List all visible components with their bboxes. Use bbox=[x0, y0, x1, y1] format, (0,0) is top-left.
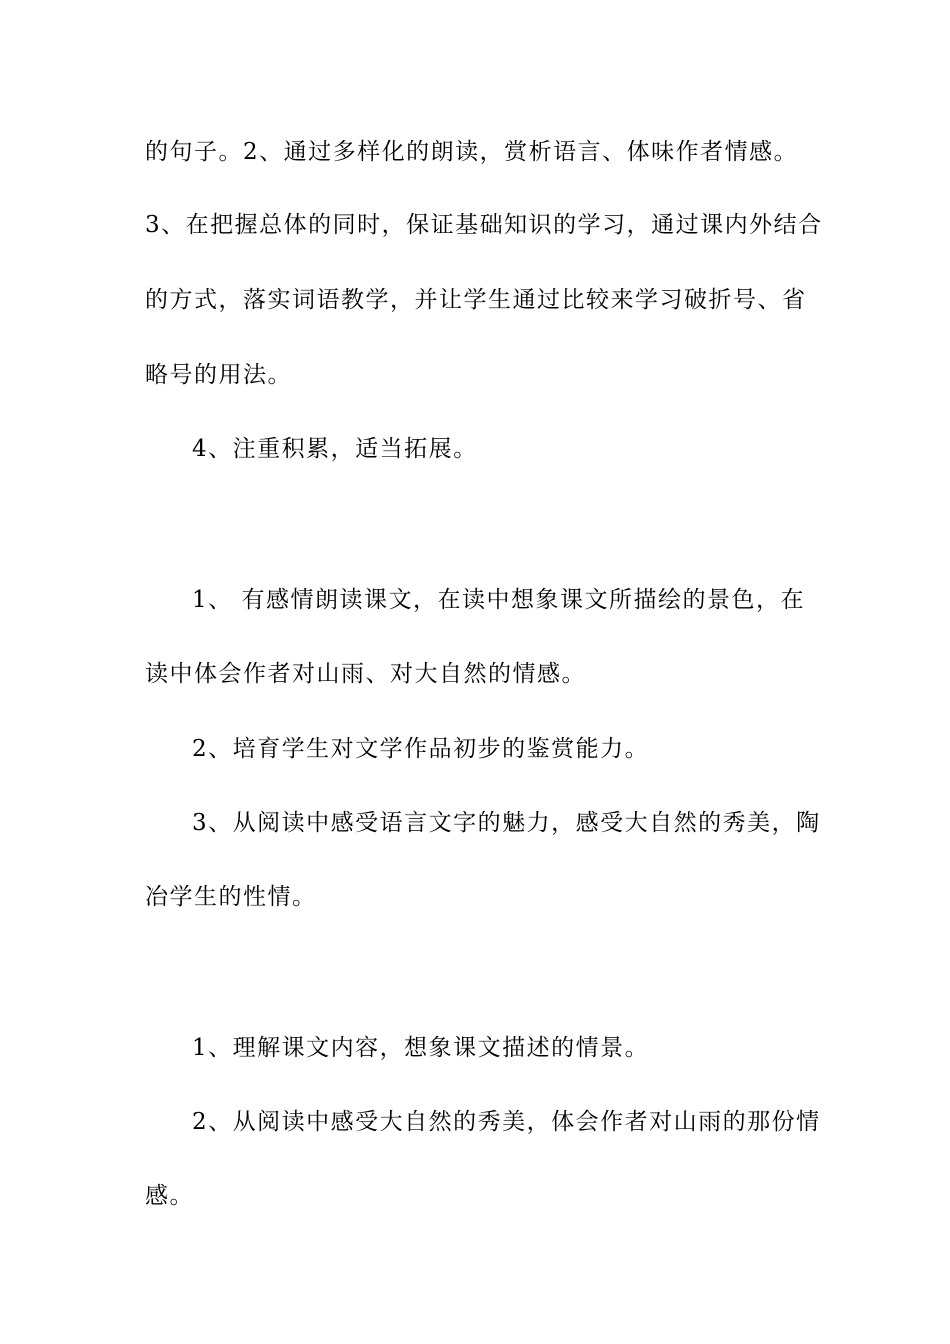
text-line: 3、在把握总体的同时，保证基础知识的学习，通过课内外结合 bbox=[145, 212, 823, 238]
text-line: 1、 有感情朗读课文，在读中想象课文所描绘的景色，在 bbox=[192, 587, 805, 613]
text-line: 的句子。2、通过多样化的朗读，赏析语言、体味作者情感。 bbox=[145, 139, 799, 165]
text-line: 4、注重积累，适当拓展。 bbox=[192, 436, 478, 462]
text-line: 的方式，落实词语教学，并让学生通过比较来学习破折号、省 bbox=[145, 287, 807, 313]
text-line: 冶学生的性情。 bbox=[145, 884, 317, 910]
text-line: 读中体会作者对山雨、对大自然的情感。 bbox=[145, 661, 586, 687]
text-line: 3、从阅读中感受语言文字的魅力，感受大自然的秀美，陶 bbox=[192, 810, 821, 836]
text-line: 2、培育学生对文学作品初步的鉴赏能力。 bbox=[192, 736, 650, 762]
text-line: 1、理解课文内容，想象课文描述的情景。 bbox=[192, 1035, 650, 1061]
text-line: 感。 bbox=[145, 1183, 194, 1209]
text-line: 略号的用法。 bbox=[145, 362, 292, 388]
text-line: 2、从阅读中感受大自然的秀美，体会作者对山雨的那份情 bbox=[192, 1109, 821, 1135]
